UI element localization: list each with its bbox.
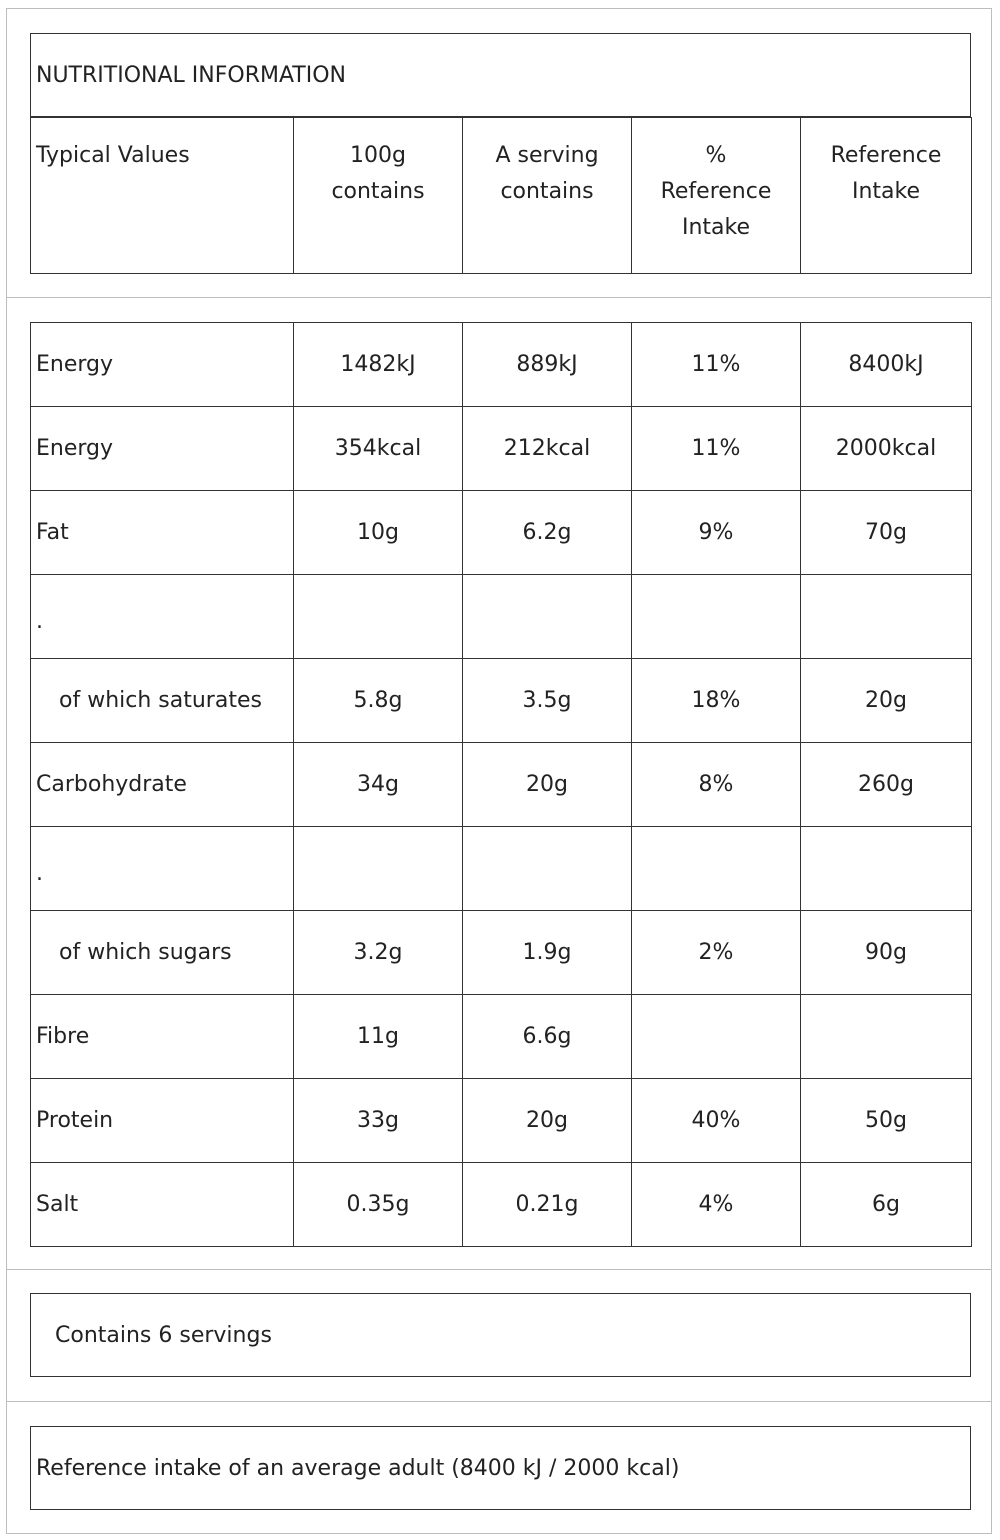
nutrient-label: of which saturates xyxy=(31,659,294,743)
nutrient-row xyxy=(31,323,972,407)
per-serving-value xyxy=(463,827,632,911)
percent-ri-value: 4% xyxy=(632,1163,801,1247)
reference-intake-value: 6g xyxy=(801,1163,972,1247)
nutrient-label: Protein xyxy=(31,1079,294,1163)
servings-note: Contains 6 servings xyxy=(30,1293,971,1377)
per-100g-value xyxy=(294,827,463,911)
nutrient-label: Salt xyxy=(31,1163,294,1247)
header-100g-line1: 100g xyxy=(350,143,406,168)
nutrient-row xyxy=(31,491,972,575)
percent-ri-value: 18% xyxy=(632,659,801,743)
percent-ri-value xyxy=(632,575,801,659)
percent-ri-value: 2% xyxy=(632,911,801,995)
per-serving-value: 212kcal xyxy=(463,407,632,491)
reference-intake-value xyxy=(801,827,972,911)
nutrient-row xyxy=(31,1163,972,1247)
section-divider xyxy=(7,297,991,298)
header-pct-ri xyxy=(632,118,801,274)
nutrient-row xyxy=(31,827,972,911)
per-100g-value: 354kcal xyxy=(294,407,463,491)
reference-intake-value: 2000kcal xyxy=(801,407,972,491)
header-100g xyxy=(294,118,463,274)
header-100g-line2: contains xyxy=(331,179,425,204)
nutrient-row xyxy=(31,995,972,1079)
header-serving xyxy=(463,118,632,274)
reference-intake-value: 260g xyxy=(801,743,972,827)
per-100g-value: 1482kJ xyxy=(294,323,463,407)
header-typical-values: Typical Values xyxy=(31,118,294,274)
per-serving-value: 0.21g xyxy=(463,1163,632,1247)
per-serving-value: 20g xyxy=(463,743,632,827)
nutrient-row xyxy=(31,1079,972,1163)
section-divider xyxy=(7,1401,991,1402)
percent-ri-value: 11% xyxy=(632,407,801,491)
nutrient-label: Fibre xyxy=(31,995,294,1079)
per-100g-value: 10g xyxy=(294,491,463,575)
nutrient-label: Carbohydrate xyxy=(31,743,294,827)
percent-ri-value: 8% xyxy=(632,743,801,827)
per-100g-value: 5.8g xyxy=(294,659,463,743)
nutrient-row xyxy=(31,743,972,827)
reference-intake-value: 8400kJ xyxy=(801,323,972,407)
percent-ri-value: 9% xyxy=(632,491,801,575)
nutrient-label: of which sugars xyxy=(31,911,294,995)
header-ri-line1: Reference xyxy=(830,143,942,168)
percent-ri-value xyxy=(632,827,801,911)
reference-intake-value xyxy=(801,995,972,1079)
reference-intake-value xyxy=(801,575,972,659)
per-100g-value: 34g xyxy=(294,743,463,827)
nutrient-label: Fat xyxy=(31,491,294,575)
per-100g-value xyxy=(294,575,463,659)
per-100g-value: 0.35g xyxy=(294,1163,463,1247)
header-ri xyxy=(801,118,972,274)
percent-ri-value: 40% xyxy=(632,1079,801,1163)
percent-ri-value: 11% xyxy=(632,323,801,407)
values-table xyxy=(30,322,972,1247)
header-pct-ri-line3: Intake xyxy=(681,215,751,240)
per-serving-value: 20g xyxy=(463,1079,632,1163)
nutrition-panel xyxy=(6,8,992,1534)
per-serving-value xyxy=(463,575,632,659)
nutrient-label: Energy xyxy=(31,323,294,407)
per-100g-value: 33g xyxy=(294,1079,463,1163)
percent-ri-value xyxy=(632,995,801,1079)
nutrient-label: . xyxy=(31,575,294,659)
nutrient-label: . xyxy=(31,827,294,911)
per-100g-value: 11g xyxy=(294,995,463,1079)
reference-intake-value: 90g xyxy=(801,911,972,995)
section-divider xyxy=(7,1269,991,1270)
reference-intake-value: 20g xyxy=(801,659,972,743)
nutrient-row xyxy=(31,575,972,659)
per-serving-value: 6.2g xyxy=(463,491,632,575)
reference-intake-value: 50g xyxy=(801,1079,972,1163)
nutrient-label: Energy xyxy=(31,407,294,491)
per-100g-value: 3.2g xyxy=(294,911,463,995)
per-serving-value: 889kJ xyxy=(463,323,632,407)
nutrient-row xyxy=(31,659,972,743)
header-row xyxy=(31,118,972,274)
nutrient-row xyxy=(31,911,972,995)
nutrition-title: NUTRITIONAL INFORMATION xyxy=(30,33,971,117)
per-serving-value: 3.5g xyxy=(463,659,632,743)
header-pct-ri-line2: Reference xyxy=(660,179,772,204)
per-serving-value: 6.6g xyxy=(463,995,632,1079)
header-serving-line1: A serving xyxy=(495,143,599,168)
reference-intake-note: Reference intake of an average adult (8400 kJ / 2000 kcal) xyxy=(30,1426,971,1510)
per-serving-value: 1.9g xyxy=(463,911,632,995)
header-serving-line2: contains xyxy=(500,179,594,204)
header-ri-line2: Intake xyxy=(851,179,921,204)
reference-intake-value: 70g xyxy=(801,491,972,575)
nutrient-row xyxy=(31,407,972,491)
header-pct-ri-line1: % xyxy=(705,143,727,168)
header-table xyxy=(30,117,972,274)
